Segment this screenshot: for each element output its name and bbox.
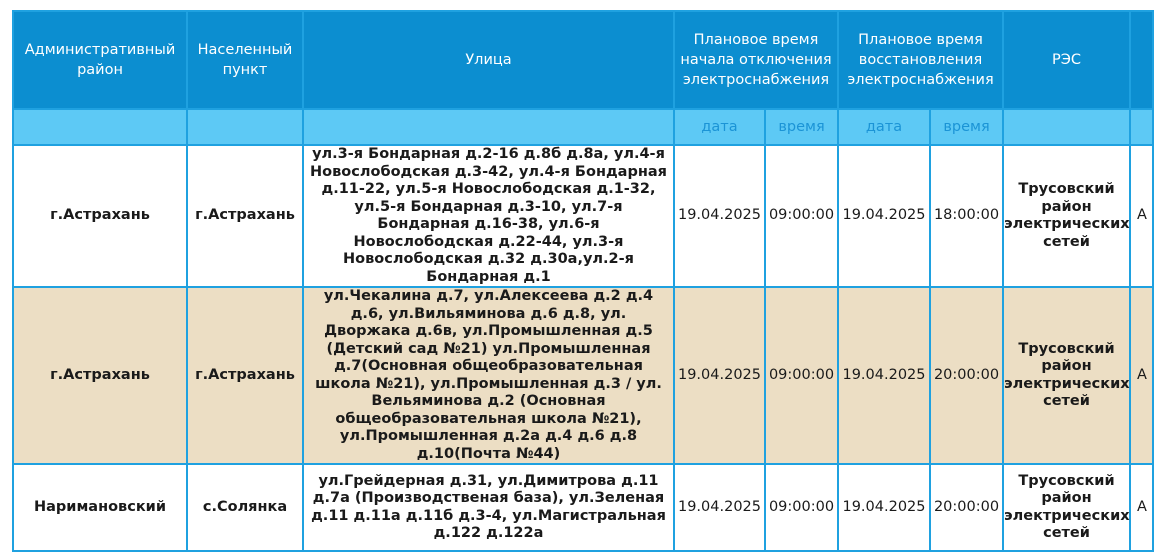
cell-start-date: 19.04.2025 bbox=[674, 145, 765, 287]
cell-end-date: 19.04.2025 bbox=[838, 287, 930, 464]
subheader-start-date: дата bbox=[674, 109, 765, 145]
cell-settlement: г.Астрахань bbox=[187, 145, 303, 287]
table-row bbox=[13, 145, 1153, 287]
table-subheader-row bbox=[13, 109, 1153, 145]
cell-truncated: А bbox=[1130, 464, 1153, 551]
subheader-empty bbox=[1003, 109, 1130, 145]
cell-street: ул.Грейдерная д.31, ул.Димитрова д.11 д.7а (Производственая база), ул.Зеленая д.11 д.11а д.11б д.3-4, ул.Магистральная д.122 д.122а bbox=[303, 464, 674, 551]
outage-table bbox=[12, 10, 1154, 552]
cell-res: Трусовский район электрических сетей bbox=[1003, 287, 1130, 464]
cell-start-time: 09:00:00 bbox=[765, 145, 838, 287]
cell-truncated: А bbox=[1130, 287, 1153, 464]
cell-street: ул.3-я Бондарная д.2-16 д.8б д.8а, ул.4-я Новослободская д.3-42, ул.4-я Бондарная д.11-22, ул.5-я Новослободская д.1-32, ул.5-я Бондарная д.3-10, ул.7-я Бондарная д.16-38, ул.6-я Новослободская д.22-44, ул.3-я Новослободская д.32 д.30а,ул.2-я Бондарная д.1 bbox=[303, 145, 674, 287]
header-cut-column bbox=[1130, 11, 1153, 109]
cell-settlement: с.Солянка bbox=[187, 464, 303, 551]
cell-res: Трусовский район электрических сетей bbox=[1003, 464, 1130, 551]
cell-end-date: 19.04.2025 bbox=[838, 464, 930, 551]
outage-table-container bbox=[12, 10, 1152, 552]
cell-end-time: 20:00:00 bbox=[930, 464, 1003, 551]
header-district: Административный район bbox=[13, 11, 187, 109]
cell-res: Трусовский район электрических сетей bbox=[1003, 145, 1130, 287]
subheader-empty bbox=[303, 109, 674, 145]
header-outage-end: Плановое время восстановления электроснабжения bbox=[838, 11, 1003, 109]
cell-end-time: 20:00:00 bbox=[930, 287, 1003, 464]
cell-district: г.Астрахань bbox=[13, 287, 187, 464]
subheader-end-time: время bbox=[930, 109, 1003, 145]
table-row bbox=[13, 464, 1153, 551]
header-settlement: Населенный пункт bbox=[187, 11, 303, 109]
cell-truncated: А bbox=[1130, 145, 1153, 287]
cell-street: ул.Чекалина д.7, ул.Алексеева д.2 д.4 д.6, ул.Вильяминова д.6 д.8, ул. Дворжака д.6в, ул.Промышленная д.5 (Детский сад №21) ул.Промышленная д.7(Основная общеобразовательная школа №21), ул.Промышленная д.3 / ул. Вельяминова д.2 (Основная общеобразовательная школа №21), ул.Промышленная д.2а д.4 д.6 д.8 д.10(Почта №44) bbox=[303, 287, 674, 464]
subheader-empty bbox=[1130, 109, 1153, 145]
cell-start-time: 09:00:00 bbox=[765, 464, 838, 551]
cell-district: г.Астрахань bbox=[13, 145, 187, 287]
cell-start-date: 19.04.2025 bbox=[674, 287, 765, 464]
subheader-empty bbox=[187, 109, 303, 145]
cell-end-time: 18:00:00 bbox=[930, 145, 1003, 287]
header-res: РЭС bbox=[1003, 11, 1130, 109]
cell-start-time: 09:00:00 bbox=[765, 287, 838, 464]
subheader-end-date: дата bbox=[838, 109, 930, 145]
cell-settlement: г.Астрахань bbox=[187, 287, 303, 464]
header-street: Улица bbox=[303, 11, 674, 109]
subheader-start-time: время bbox=[765, 109, 838, 145]
cell-start-date: 19.04.2025 bbox=[674, 464, 765, 551]
table-row bbox=[13, 287, 1153, 464]
cell-end-date: 19.04.2025 bbox=[838, 145, 930, 287]
header-outage-start: Плановое время начала отключения электроснабжения bbox=[674, 11, 838, 109]
cell-district: Наримановский bbox=[13, 464, 187, 551]
table-header-row bbox=[13, 11, 1153, 109]
subheader-empty bbox=[13, 109, 187, 145]
